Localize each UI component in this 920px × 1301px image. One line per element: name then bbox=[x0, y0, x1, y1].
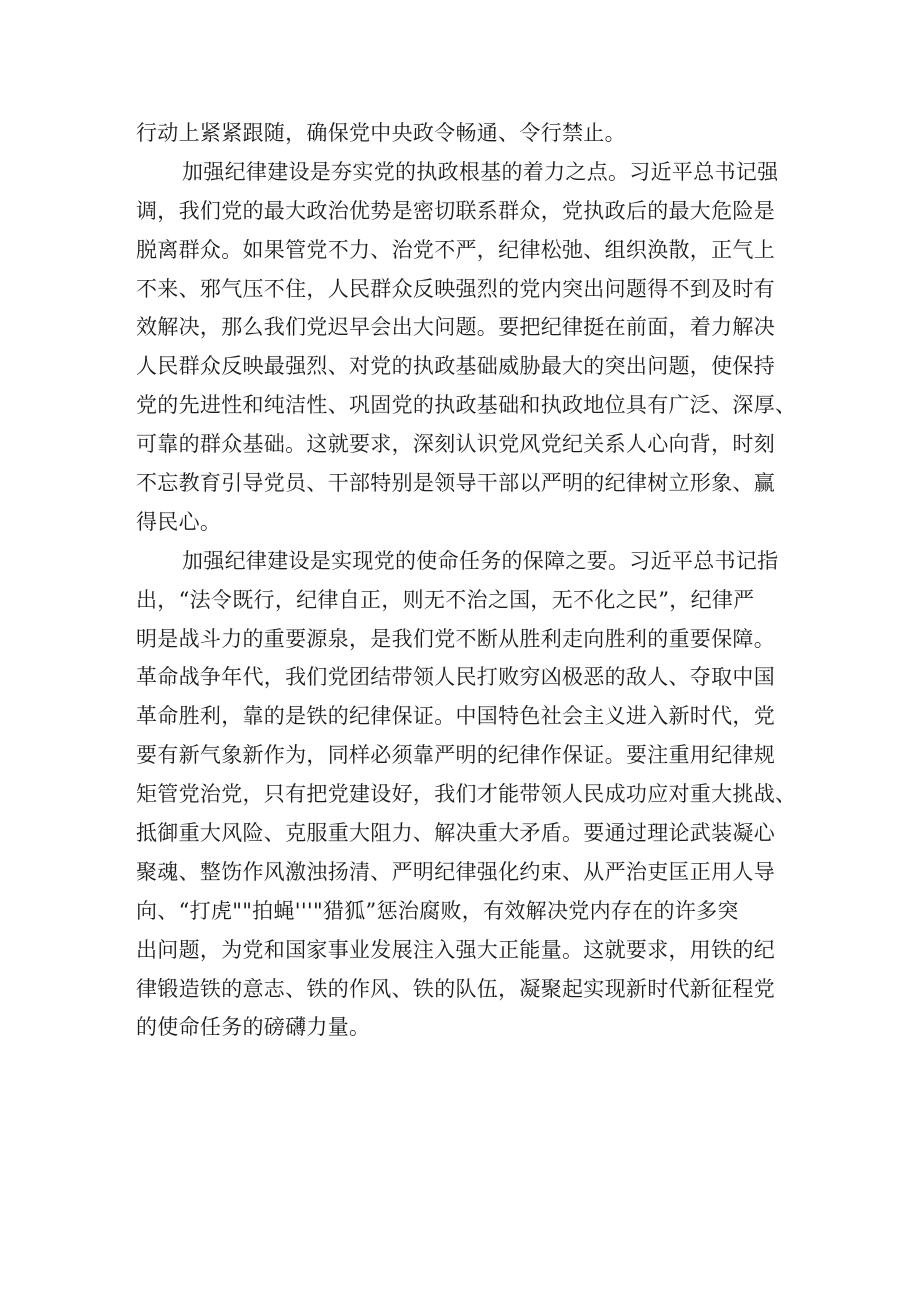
text-line: 矩管党治党，只有把党建设好，我们才能带领人民成功应对重大挑战、 bbox=[136, 782, 797, 807]
text-line: 的使命任务的磅礴力量。 bbox=[136, 1015, 371, 1040]
text-line: 行动上紧紧跟随，确保党中央政令畅通、令行禁止。 bbox=[136, 121, 626, 145]
text-line: 出，“法令既行，纪律自正，则无不治之国，无不化之民”，纪律严 bbox=[136, 587, 755, 612]
text-line: 得民心。 bbox=[136, 509, 222, 534]
text-line: 效解决，那么我们党迟早会出大问题。要把纪律挺在前面，着力解决 bbox=[136, 315, 775, 340]
text-line: 明是战斗力的重要源泉，是我们党不断从胜利走向胜利的重要保障。 bbox=[136, 626, 775, 651]
text-line: 人民群众反映最强烈、对党的执政基础威胁最大的突出问题，使保持 bbox=[136, 354, 775, 379]
text-line: 聚魂、整饬作风激浊扬清、严明纪律强化约束、从严治吏匡正用人导 bbox=[136, 859, 775, 884]
text-line: 要有新气象新作为，同样必须靠严明的纪律作保证。要注重用纪律规 bbox=[136, 743, 775, 768]
text-line: 不来、邪气压不住，人民群众反映强烈的党内突出问题得不到及时有 bbox=[136, 276, 775, 301]
text-line: 脱离群众。如果管党不力、治党不严，纪律松弛、组织涣散，正气上 bbox=[136, 237, 775, 262]
text-line: 可靠的群众基础。这就要求，深刻认识党风党纪关系人心向背，时刻 bbox=[136, 432, 775, 457]
paragraph-first-line: 加强纪律建设是实现党的使命任务的保障之要。习近平总书记指 bbox=[182, 548, 779, 573]
body-text bbox=[136, 114, 796, 1047]
text-line: 律锻造铁的意志、铁的作风、铁的队伍，凝聚起实现新时代新征程党 bbox=[136, 976, 775, 1001]
text-line: 调，我们党的最大政治优势是密切联系群众，党执政后的最大危险是 bbox=[136, 198, 775, 223]
text-line: 革命胜利，靠的是铁的纪律保证。中国特色社会主义进入新时代，党 bbox=[136, 704, 775, 729]
text-line: 抵御重大风险、克服重大阻力、解决重大矛盾。要通过理论武装凝心 bbox=[136, 821, 775, 846]
text-line: 党的先进性和纯洁性、巩固党的执政基础和执政地位具有广泛、深厚、 bbox=[136, 393, 797, 418]
text-line: 出问题，为党和国家事业发展注入强大正能量。这就要求，用铁的纪 bbox=[136, 937, 775, 962]
text-line: 向、“打虎""拍蝇'''"猎狐”惩治腐败，有效解决党内存在的许多突 bbox=[136, 898, 739, 923]
paragraph-first-line: 加强纪律建设是夯实党的执政根基的着力之点。习近平总书记强 bbox=[182, 159, 779, 184]
text-line: 革命战争年代，我们党团结带领人民打败穷凶极恶的敌人、夺取中国 bbox=[136, 665, 775, 690]
text-line: 不忘教育引导党员、干部特别是领导干部以严明的纪律树立形象、赢 bbox=[136, 471, 775, 496]
